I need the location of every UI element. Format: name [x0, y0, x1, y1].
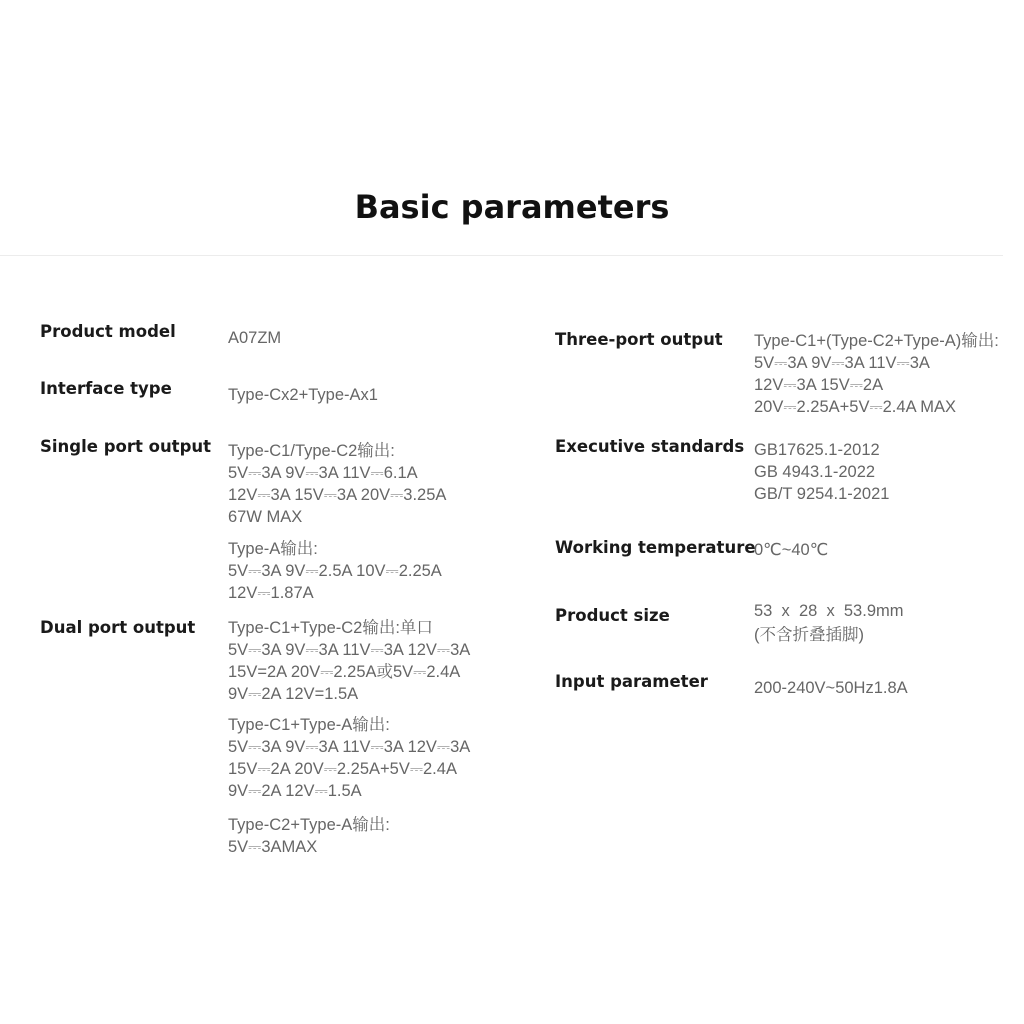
- executive-standards-value: [754, 439, 889, 505]
- value-line: 9V⎓2A 12V=1.5A: [228, 685, 359, 703]
- value-line: 15V⎓2A 20V⎓2.25A+5V⎓2.4A: [228, 760, 457, 778]
- product-size-value: [754, 599, 903, 647]
- value-line: 12V⎓3A 15V⎓2A: [754, 376, 884, 394]
- working-temperature-value: [754, 539, 828, 561]
- value-line: 15V=2A 20V⎓2.25A或5V⎓2.4A: [228, 663, 461, 681]
- dual-port-c1a-block: [228, 714, 470, 802]
- product-model-value: [228, 327, 281, 349]
- value-line: GB17625.1-2012: [754, 441, 880, 459]
- value-line: 5V⎓3AMAX: [228, 838, 318, 856]
- single-port-typea-block: [228, 538, 442, 604]
- value-line: (不含折叠插脚): [754, 626, 864, 644]
- single-port-output-label: Single port output: [40, 437, 212, 456]
- value-line: GB 4943.1-2022: [754, 463, 876, 481]
- value-line: 5V⎓3A 9V⎓3A 11V⎓3A 12V⎓3A: [228, 641, 471, 659]
- interface-type-value: [228, 384, 378, 406]
- interface-type-label: Interface type: [40, 379, 172, 398]
- value-line: Type-C1+(Type-C2+Type-A)输出:: [754, 332, 999, 350]
- product-model-label: Product model: [40, 322, 176, 341]
- page-title: Basic parameters: [354, 188, 670, 226]
- input-parameter-label: Input parameter: [555, 672, 708, 691]
- dual-port-c2a-block: [228, 814, 390, 858]
- value-line: 5V⎓3A 9V⎓3A 11V⎓3A: [754, 354, 930, 372]
- executive-standards-label: Executive standards: [555, 437, 745, 456]
- product-size-label: Product size: [555, 606, 670, 625]
- value-line: 12V⎓3A 15V⎓3A 20V⎓3.25A: [228, 486, 447, 504]
- value-line: Type-Cx2+Type-Ax1: [228, 386, 378, 404]
- value-line: Type-C2+Type-A输出:: [228, 816, 390, 834]
- working-temperature-label: Working temperature: [555, 538, 756, 557]
- value-line: Type-C1+Type-C2输出:单口: [228, 619, 433, 637]
- value-line: 5V⎓3A 9V⎓3A 11V⎓3A 12V⎓3A: [228, 738, 471, 756]
- value-line: 67W MAX: [228, 508, 303, 526]
- value-line: A07ZM: [228, 329, 282, 347]
- three-port-output-label: Three-port output: [555, 330, 723, 349]
- value-line: 5V⎓3A 9V⎓2.5A 10V⎓2.25A: [228, 562, 442, 580]
- value-line: Type-A输出:: [228, 540, 318, 558]
- value-line: Type-C1+Type-A输出:: [228, 716, 390, 734]
- value-line: 12V⎓1.87A: [228, 584, 314, 602]
- value-line: GB/T 9254.1-2021: [754, 485, 890, 503]
- value-line: 200-240V~50Hz1.8A: [754, 679, 908, 697]
- dual-port-output-label: Dual port output: [40, 618, 196, 637]
- value-line: 5V⎓3A 9V⎓3A 11V⎓6.1A: [228, 464, 418, 482]
- dual-port-c1c2-block: [228, 617, 470, 705]
- three-port-output-value: [754, 330, 999, 418]
- single-port-typec-block: [228, 440, 446, 528]
- input-parameter-value: [754, 677, 908, 699]
- value-line: 20V⎓2.25A+5V⎓2.4A MAX: [754, 398, 957, 416]
- divider: [0, 255, 1003, 256]
- value-line: 9V⎓2A 12V⎓1.5A: [228, 782, 362, 800]
- value-line: 0℃~40℃: [754, 541, 829, 559]
- value-line: Type-C1/Type-C2输出:: [228, 442, 395, 460]
- value-line: 53 x 28 x 53.9mm: [754, 602, 904, 620]
